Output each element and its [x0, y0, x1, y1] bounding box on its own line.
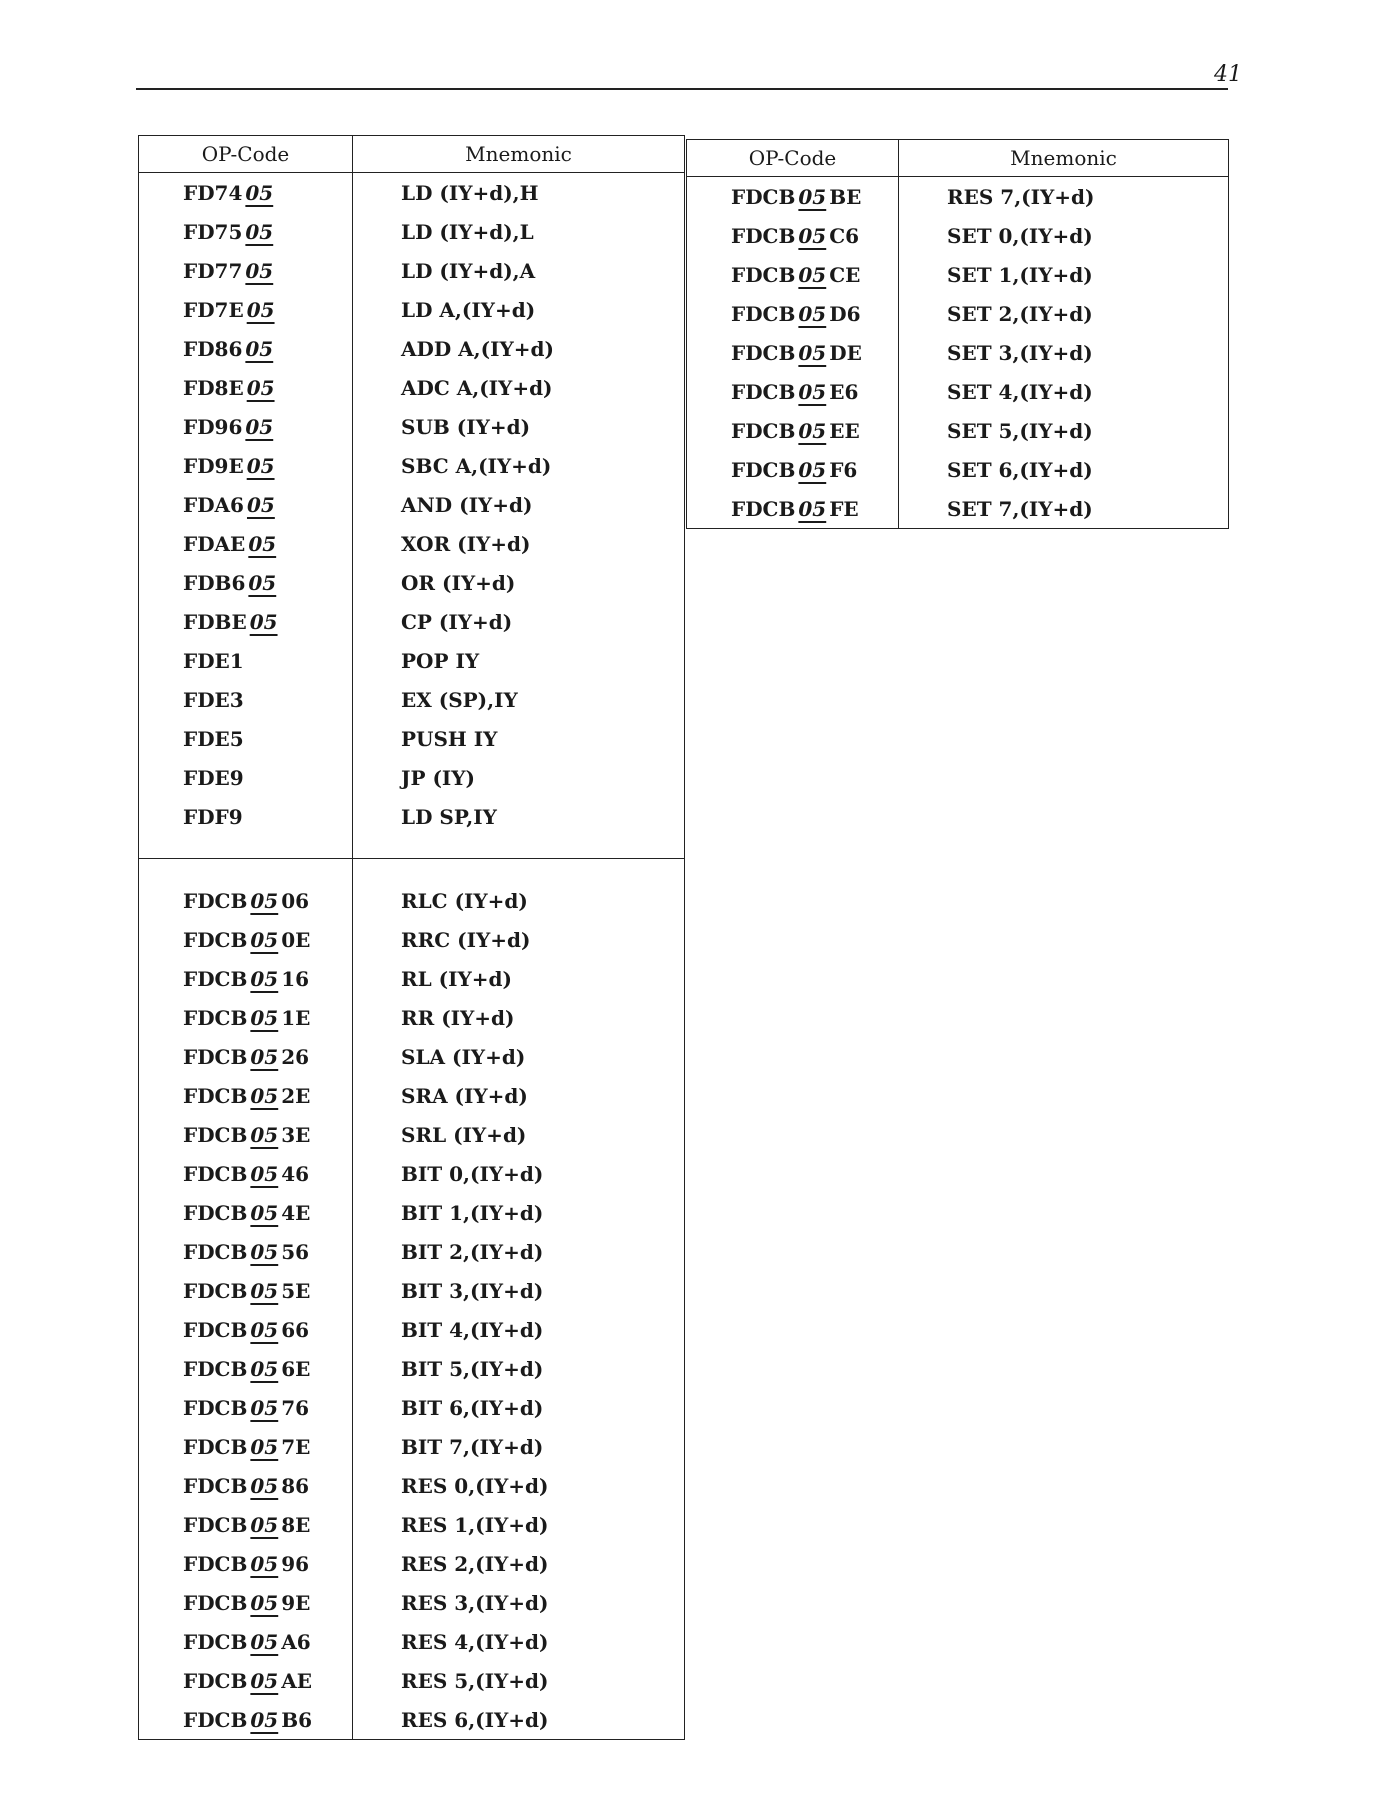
opcode-cell	[139, 173, 353, 213]
mnemonic-cell: PUSH IY	[353, 719, 685, 758]
displacement-byte: 05	[250, 1668, 279, 1693]
table-row	[687, 450, 1229, 489]
opcode-cell	[139, 1427, 353, 1466]
displacement-byte: 05	[250, 1278, 279, 1303]
table-row	[139, 1193, 685, 1232]
opcode-cell	[139, 1622, 353, 1661]
table-row	[139, 446, 685, 485]
mnemonic-cell: RES 4,(IY+d)	[353, 1622, 685, 1661]
table-row	[139, 1583, 685, 1622]
displacement-byte: 05	[246, 297, 275, 322]
table-row	[139, 407, 685, 446]
opcode-cell	[139, 959, 353, 998]
opcode-prefix: FDCB	[183, 1551, 248, 1576]
opcode-cell	[139, 1583, 353, 1622]
table-row	[139, 251, 685, 290]
mnemonic-cell: CP (IY+d)	[353, 602, 685, 641]
spacer-cell	[139, 836, 353, 859]
opcode-cell	[139, 641, 353, 680]
opcode-cell	[139, 1076, 353, 1115]
opcode-table-left-body	[139, 173, 685, 1740]
opcode-cell	[687, 333, 899, 372]
table-row	[687, 177, 1229, 217]
opcode-prefix: FDCB	[731, 223, 796, 248]
opcode-prefix: FDCB	[183, 1395, 248, 1420]
mnemonic-cell: SET 6,(IY+d)	[899, 450, 1229, 489]
opcode-prefix: FDCB	[183, 888, 248, 913]
opcode-prefix: FDE1	[183, 648, 244, 673]
table-row	[139, 485, 685, 524]
mnemonic-cell: BIT 1,(IY+d)	[353, 1193, 685, 1232]
opcode-suffix: CE	[829, 262, 861, 287]
mnemonic-cell: SET 5,(IY+d)	[899, 411, 1229, 450]
opcode-prefix: FD7E	[183, 297, 244, 322]
opcode-cell	[139, 1037, 353, 1076]
table-row	[139, 1427, 685, 1466]
mnemonic-cell: JP (IY)	[353, 758, 685, 797]
displacement-byte: 05	[250, 927, 279, 952]
opcode-prefix: FDCB	[731, 301, 796, 326]
opcode-cell	[139, 485, 353, 524]
opcode-suffix: B6	[281, 1707, 313, 1732]
opcode-column-header: OP-Code	[139, 136, 353, 173]
opcode-suffix: BE	[829, 184, 862, 209]
displacement-byte: 05	[250, 1122, 279, 1147]
mnemonic-cell: SET 2,(IY+d)	[899, 294, 1229, 333]
opcode-suffix: FE	[829, 496, 859, 521]
mnemonic-cell: BIT 4,(IY+d)	[353, 1310, 685, 1349]
opcode-prefix: FDCB	[183, 1317, 248, 1342]
opcode-prefix: FDCB	[183, 1707, 248, 1732]
mnemonic-cell: RES 1,(IY+d)	[353, 1505, 685, 1544]
opcode-suffix: 26	[281, 1044, 310, 1069]
opcode-table-left	[138, 135, 685, 1740]
displacement-byte: 05	[250, 1707, 279, 1732]
opcode-prefix: FD86	[183, 336, 243, 361]
displacement-byte: 05	[250, 1395, 279, 1420]
table-row	[139, 1388, 685, 1427]
displacement-byte: 05	[246, 453, 275, 478]
mnemonic-cell: SBC A,(IY+d)	[353, 446, 685, 485]
displacement-byte: 05	[250, 966, 279, 991]
opcode-cell	[687, 489, 899, 529]
opcode-prefix: FDCB	[731, 379, 796, 404]
opcode-cell	[687, 411, 899, 450]
opcode-prefix: FDF9	[183, 804, 243, 829]
opcode-cell	[687, 450, 899, 489]
mnemonic-cell: LD SP,IY	[353, 797, 685, 836]
displacement-byte: 05	[245, 258, 274, 283]
mnemonic-cell: SRL (IY+d)	[353, 1115, 685, 1154]
opcode-suffix: DE	[829, 340, 862, 365]
opcode-suffix: 1E	[281, 1005, 311, 1030]
opcode-suffix: 96	[281, 1551, 310, 1576]
opcode-cell	[687, 294, 899, 333]
displacement-byte: 05	[250, 1239, 279, 1264]
displacement-byte: 05	[246, 492, 275, 517]
table-row	[139, 1037, 685, 1076]
displacement-byte: 05	[250, 1590, 279, 1615]
mnemonic-cell: SRA (IY+d)	[353, 1076, 685, 1115]
table-row	[139, 173, 685, 213]
opcode-cell	[139, 719, 353, 758]
mnemonic-cell: SET 0,(IY+d)	[899, 216, 1229, 255]
opcode-prefix: FDCB	[183, 1434, 248, 1459]
opcode-cell	[139, 1544, 353, 1583]
table-row	[139, 1115, 685, 1154]
mnemonic-cell: SET 4,(IY+d)	[899, 372, 1229, 411]
displacement-byte: 05	[250, 1317, 279, 1342]
opcode-prefix: FD96	[183, 414, 243, 439]
opcode-cell	[139, 1193, 353, 1232]
table-row	[687, 294, 1229, 333]
displacement-byte: 05	[245, 180, 274, 205]
opcode-prefix: FDCB	[731, 262, 796, 287]
table-row	[139, 1349, 685, 1388]
displacement-byte: 05	[250, 1005, 279, 1030]
opcode-prefix: FDCB	[183, 1512, 248, 1537]
displacement-byte: 05	[248, 570, 277, 595]
opcode-cell	[139, 251, 353, 290]
table-row	[687, 372, 1229, 411]
opcode-cell	[687, 177, 899, 217]
mnemonic-column-header: Mnemonic	[353, 136, 685, 173]
table-row	[139, 1076, 685, 1115]
mnemonic-cell: BIT 5,(IY+d)	[353, 1349, 685, 1388]
table-row	[139, 758, 685, 797]
opcode-prefix: FDCB	[183, 1083, 248, 1108]
opcode-cell	[687, 216, 899, 255]
displacement-byte: 05	[250, 1044, 279, 1069]
opcode-cell	[687, 255, 899, 294]
opcode-cell	[139, 290, 353, 329]
opcode-prefix: FD74	[183, 180, 243, 205]
opcode-suffix: 0E	[281, 927, 311, 952]
opcode-prefix: FDE3	[183, 687, 244, 712]
table-header-row	[687, 140, 1229, 177]
displacement-byte: 05	[246, 375, 275, 400]
opcode-prefix: FDAE	[183, 531, 246, 556]
opcode-suffix: 4E	[281, 1200, 311, 1225]
mnemonic-cell: RRC (IY+d)	[353, 920, 685, 959]
table-row	[687, 489, 1229, 529]
table-row	[139, 602, 685, 641]
table-row	[139, 1700, 685, 1740]
opcode-suffix: 5E	[281, 1278, 311, 1303]
mnemonic-cell: LD (IY+d),L	[353, 212, 685, 251]
opcode-suffix: 8E	[281, 1512, 311, 1537]
opcode-suffix: 66	[281, 1317, 310, 1342]
table-row	[139, 920, 685, 959]
opcode-cell	[139, 329, 353, 368]
opcode-prefix: FDCB	[731, 457, 796, 482]
opcode-cell	[139, 212, 353, 251]
table-row	[139, 1505, 685, 1544]
opcode-suffix: 46	[281, 1161, 310, 1186]
opcode-suffix: 06	[281, 888, 310, 913]
table-row	[139, 329, 685, 368]
mnemonic-column-header: Mnemonic	[899, 140, 1229, 177]
opcode-prefix: FDCB	[183, 1122, 248, 1147]
section-spacer	[139, 859, 685, 882]
displacement-byte: 05	[798, 262, 827, 287]
opcode-cell	[139, 407, 353, 446]
opcode-prefix: FDCB	[183, 1629, 248, 1654]
table-row	[139, 797, 685, 836]
displacement-byte: 05	[798, 379, 827, 404]
displacement-byte: 05	[798, 223, 827, 248]
table-row	[139, 1310, 685, 1349]
displacement-byte: 05	[245, 219, 274, 244]
mnemonic-cell: RES 2,(IY+d)	[353, 1544, 685, 1583]
opcode-cell	[139, 1505, 353, 1544]
table-row	[139, 998, 685, 1037]
opcode-cell	[139, 1271, 353, 1310]
section-spacer	[139, 836, 685, 859]
displacement-byte: 05	[798, 418, 827, 443]
mnemonic-cell: BIT 0,(IY+d)	[353, 1154, 685, 1193]
opcode-cell	[139, 1349, 353, 1388]
opcode-table-right	[686, 139, 1229, 529]
displacement-byte: 05	[798, 457, 827, 482]
opcode-suffix: AE	[281, 1668, 312, 1693]
displacement-byte: 05	[250, 1356, 279, 1381]
opcode-column-header: OP-Code	[687, 140, 899, 177]
table-row	[139, 1466, 685, 1505]
table-row	[687, 411, 1229, 450]
opcode-prefix: FDCB	[183, 1590, 248, 1615]
displacement-byte: 05	[245, 414, 274, 439]
opcode-suffix: F6	[829, 457, 858, 482]
opcode-cell	[139, 602, 353, 641]
opcode-suffix: E6	[829, 379, 859, 404]
table-row	[139, 290, 685, 329]
mnemonic-cell: RR (IY+d)	[353, 998, 685, 1037]
displacement-byte: 05	[798, 340, 827, 365]
mnemonic-cell: RES 5,(IY+d)	[353, 1661, 685, 1700]
opcode-prefix: FDCB	[183, 1356, 248, 1381]
table-row	[139, 1622, 685, 1661]
opcode-cell	[139, 446, 353, 485]
opcode-cell	[139, 1310, 353, 1349]
opcode-prefix: FDCB	[731, 418, 796, 443]
opcode-prefix: FDCB	[183, 1668, 248, 1693]
opcode-cell	[139, 1115, 353, 1154]
opcode-prefix: FDCB	[183, 1239, 248, 1264]
mnemonic-cell: RES 7,(IY+d)	[899, 177, 1229, 217]
mnemonic-cell: LD (IY+d),A	[353, 251, 685, 290]
opcode-cell	[139, 1232, 353, 1271]
table-row	[139, 1232, 685, 1271]
opcode-suffix: D6	[829, 301, 861, 326]
opcode-cell	[139, 1661, 353, 1700]
table-row	[139, 1661, 685, 1700]
opcode-prefix: FDA6	[183, 492, 244, 517]
table-row	[139, 881, 685, 920]
mnemonic-cell: ADC A,(IY+d)	[353, 368, 685, 407]
mnemonic-cell: EX (SP),IY	[353, 680, 685, 719]
displacement-byte: 05	[248, 531, 277, 556]
mnemonic-cell: SET 1,(IY+d)	[899, 255, 1229, 294]
mnemonic-cell: RES 0,(IY+d)	[353, 1466, 685, 1505]
opcode-cell	[139, 758, 353, 797]
table-row	[687, 255, 1229, 294]
opcode-prefix: FDCB	[731, 340, 796, 365]
opcode-cell	[139, 1700, 353, 1740]
displacement-byte: 05	[250, 1083, 279, 1108]
opcode-cell	[139, 524, 353, 563]
opcode-prefix: FDCB	[731, 184, 796, 209]
mnemonic-cell: SLA (IY+d)	[353, 1037, 685, 1076]
mnemonic-cell: SET 3,(IY+d)	[899, 333, 1229, 372]
opcode-suffix: 3E	[281, 1122, 311, 1147]
table-row	[139, 1544, 685, 1583]
opcode-prefix: FDE5	[183, 726, 244, 751]
displacement-byte: 05	[250, 888, 279, 913]
opcode-suffix: A6	[281, 1629, 311, 1654]
opcode-suffix: C6	[829, 223, 860, 248]
table-row	[139, 1154, 685, 1193]
opcode-prefix: FD77	[183, 258, 243, 283]
opcode-suffix: EE	[829, 418, 860, 443]
opcode-suffix: 56	[281, 1239, 310, 1264]
displacement-byte: 05	[249, 609, 278, 634]
mnemonic-cell: XOR (IY+d)	[353, 524, 685, 563]
table-row	[687, 216, 1229, 255]
opcode-prefix: FDCB	[183, 927, 248, 952]
table-row	[139, 1271, 685, 1310]
displacement-byte: 05	[798, 184, 827, 209]
mnemonic-cell: LD A,(IY+d)	[353, 290, 685, 329]
table-row	[139, 641, 685, 680]
table-row	[139, 680, 685, 719]
mnemonic-cell: POP IY	[353, 641, 685, 680]
opcode-prefix: FDE9	[183, 765, 244, 790]
opcode-suffix: 86	[281, 1473, 310, 1498]
opcode-prefix: FDCB	[183, 1161, 248, 1186]
opcode-cell	[139, 998, 353, 1037]
mnemonic-cell: LD (IY+d),H	[353, 173, 685, 213]
opcode-prefix: FDCB	[183, 1200, 248, 1225]
displacement-byte: 05	[798, 496, 827, 521]
table-row	[139, 959, 685, 998]
displacement-byte: 05	[250, 1512, 279, 1537]
mnemonic-cell: RES 6,(IY+d)	[353, 1700, 685, 1740]
opcode-suffix: 7E	[281, 1434, 311, 1459]
opcode-suffix: 9E	[281, 1590, 311, 1615]
opcode-suffix: 76	[281, 1395, 310, 1420]
displacement-byte: 05	[250, 1161, 279, 1186]
opcode-prefix: FDCB	[183, 1044, 248, 1069]
mnemonic-cell: SET 7,(IY+d)	[899, 489, 1229, 529]
opcode-prefix: FDCB	[183, 1278, 248, 1303]
opcode-cell	[139, 1388, 353, 1427]
displacement-byte: 05	[245, 336, 274, 361]
opcode-prefix: FDB6	[183, 570, 246, 595]
mnemonic-cell: BIT 2,(IY+d)	[353, 1232, 685, 1271]
opcode-cell	[139, 563, 353, 602]
opcode-suffix: 2E	[281, 1083, 311, 1108]
opcode-prefix: FDCB	[183, 1005, 248, 1030]
opcode-suffix: 6E	[281, 1356, 311, 1381]
displacement-byte: 05	[250, 1434, 279, 1459]
displacement-byte: 05	[250, 1200, 279, 1225]
opcode-prefix: FDCB	[183, 966, 248, 991]
displacement-byte: 05	[250, 1473, 279, 1498]
opcode-cell	[139, 368, 353, 407]
opcode-cell	[139, 1466, 353, 1505]
table-header-row	[139, 136, 685, 173]
opcode-cell	[139, 920, 353, 959]
mnemonic-cell: RES 3,(IY+d)	[353, 1583, 685, 1622]
mnemonic-cell: AND (IY+d)	[353, 485, 685, 524]
opcode-prefix: FDBE	[183, 609, 247, 634]
mnemonic-cell: SUB (IY+d)	[353, 407, 685, 446]
mnemonic-cell: RLC (IY+d)	[353, 881, 685, 920]
table-row	[139, 368, 685, 407]
opcode-prefix: FD75	[183, 219, 243, 244]
mnemonic-cell: BIT 7,(IY+d)	[353, 1427, 685, 1466]
displacement-byte: 05	[250, 1629, 279, 1654]
mnemonic-cell: OR (IY+d)	[353, 563, 685, 602]
opcode-prefix: FD9E	[183, 453, 244, 478]
spacer-cell	[139, 859, 353, 882]
opcode-table-right-body	[687, 177, 1229, 529]
table-row	[139, 212, 685, 251]
table-row	[687, 333, 1229, 372]
opcode-prefix: FD8E	[183, 375, 244, 400]
opcode-cell	[139, 680, 353, 719]
opcode-prefix: FDCB	[183, 1473, 248, 1498]
displacement-byte: 05	[250, 1551, 279, 1576]
header-rule	[136, 88, 1228, 90]
table-row	[139, 524, 685, 563]
mnemonic-cell: RL (IY+d)	[353, 959, 685, 998]
spacer-cell	[353, 836, 685, 859]
opcode-prefix: FDCB	[731, 496, 796, 521]
table-row	[139, 719, 685, 758]
opcode-cell	[687, 372, 899, 411]
page-number: 41	[1214, 62, 1242, 87]
table-row	[139, 563, 685, 602]
mnemonic-cell: BIT 3,(IY+d)	[353, 1271, 685, 1310]
displacement-byte: 05	[798, 301, 827, 326]
opcode-cell	[139, 881, 353, 920]
mnemonic-cell: BIT 6,(IY+d)	[353, 1388, 685, 1427]
opcode-suffix: 16	[281, 966, 310, 991]
opcode-cell	[139, 1154, 353, 1193]
spacer-cell	[353, 859, 685, 882]
opcode-cell	[139, 797, 353, 836]
mnemonic-cell: ADD A,(IY+d)	[353, 329, 685, 368]
